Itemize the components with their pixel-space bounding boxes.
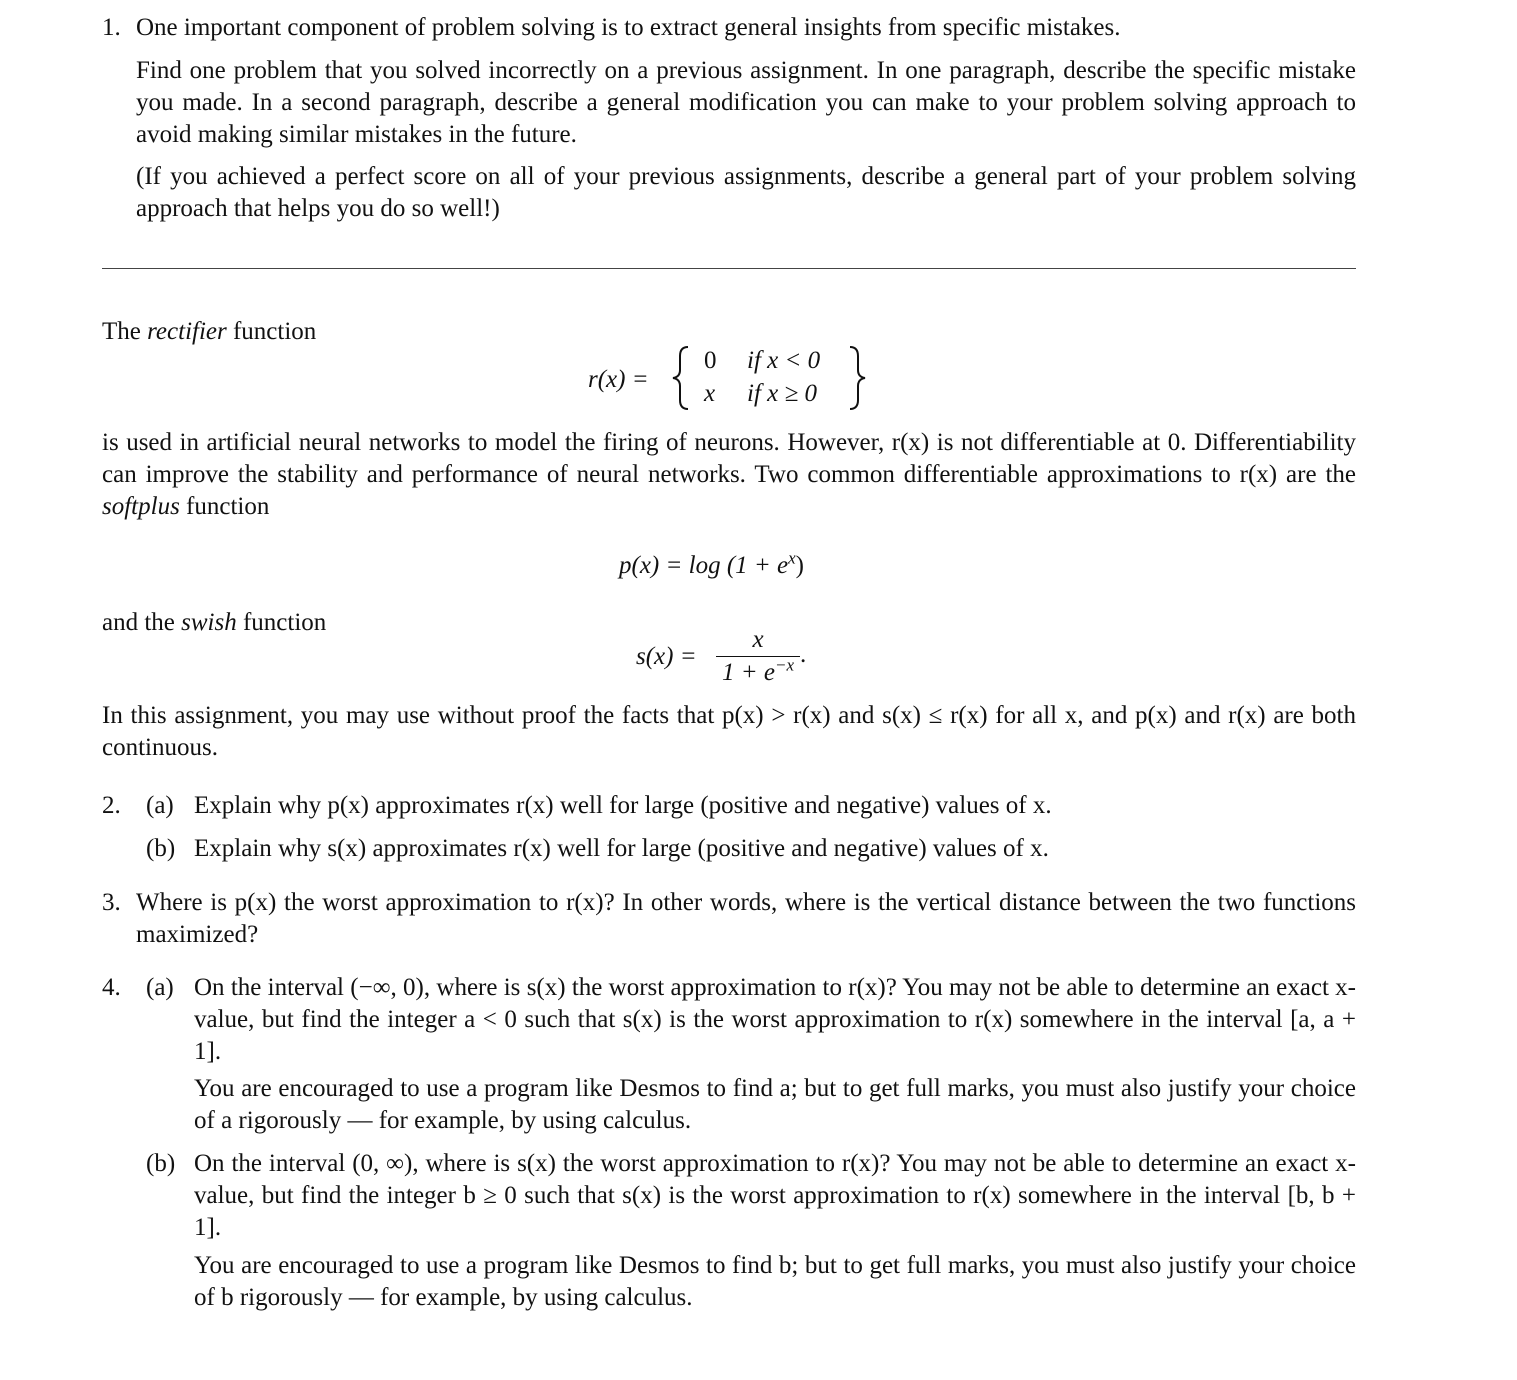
intro-function-word: function <box>232 318 317 345</box>
q2a-label: (a) <box>146 792 174 819</box>
swish-fraction <box>716 624 806 689</box>
q1-paragraph-2: (If you achieved a perfect score on all of your previous assignments, describe a general part of your problem solving approach that helps you do so well!) <box>136 163 1356 222</box>
softplus-close-paren: ) <box>795 552 804 579</box>
q1-number: 1. <box>102 14 121 41</box>
facts-paragraph: In this assignment, you may use without proof the facts that p(x) > r(x) and s(x) ≤ r(x) for all x, and p(x) and r(x) are both continuous. <box>102 702 1356 761</box>
section-divider <box>102 268 1356 269</box>
q4b-label: (b) <box>146 1150 176 1177</box>
q4a-label: (a) <box>146 974 174 1001</box>
q3-number: 3. <box>102 889 121 916</box>
case-1-condition: if x < 0 <box>747 347 821 374</box>
r-lhs: r(x) = <box>588 366 649 393</box>
term-rectifier: rectifier <box>147 318 227 345</box>
softplus-exponent: x <box>788 548 796 568</box>
intro-function-word-2: function <box>186 493 270 520</box>
q2a-text: Explain why p(x) approximates r(x) well for large (positive and negative) values of x. <box>194 792 1052 819</box>
intro-paragraph: is used in artificial neural networks to model the firing of neurons. However, r(x) is not differentiable at 0. Differentiability can improve the stability and performance of neural networks. Two common differentiable approximations to r(x) are the <box>102 429 1356 488</box>
case-2-value: x <box>704 380 716 407</box>
softplus-intro <box>102 427 1356 523</box>
q4a-text: On the interval (−∞, 0), where is s(x) the worst approximation to r(x)? You may not be able to determine an exact x-value, but find the integer a < 0 such that s(x) is the worst approximation to r(x) somewhere in the interval [a, a + 1]. <box>194 974 1356 1065</box>
q1-intro-line: One important component of problem solving is to extract general insights from specific mistakes. <box>136 14 1121 41</box>
swish-period: . <box>800 641 807 669</box>
swish-lhs: s(x) = <box>636 643 697 670</box>
intro-function-word-3: function <box>242 609 327 636</box>
left-brace-icon <box>670 344 694 412</box>
swish-numerator: x <box>752 626 764 653</box>
intro-the: The <box>102 318 141 345</box>
q2b-label: (b) <box>146 835 176 862</box>
q4-number: 4. <box>102 974 121 1001</box>
q1-paragraph-1: Find one problem that you solved incorrectly on a previous assignment. In one paragraph, describe the specific mistake you made. In a second paragraph, describe a general modification you can make to your problem solving approach to avoid making similar mistakes in the future. <box>136 57 1356 148</box>
case-2-condition: if x ≥ 0 <box>747 380 817 407</box>
q4b-note: You are encouraged to use a program like Desmos to find b; but to get full marks, you must also justify your choice of b rigorously — for example, by using calculus. <box>194 1252 1356 1311</box>
softplus-equation <box>619 550 804 582</box>
swish-denominator-exponent: −x <box>774 655 794 675</box>
softplus-formula: p(x) = log (1 + e <box>619 552 789 579</box>
intro-and-the: and the <box>102 609 175 636</box>
swish-denominator: 1 + e <box>722 659 775 686</box>
q3-text: Where is p(x) the worst approximation to r(x)? In other words, where is the vertical distance between the two functions maximized? <box>136 889 1356 948</box>
q2b-text: Explain why s(x) approximates r(x) well for large (positive and negative) values of x. <box>194 835 1049 862</box>
case-1-value: 0 <box>704 347 717 374</box>
q2-number: 2. <box>102 792 121 819</box>
right-brace-icon <box>844 344 868 412</box>
rectifier-intro <box>102 316 1356 348</box>
q4a-note: You are encouraged to use a program like Desmos to find a; but to get full marks, you must also justify your choice of a rigorously — for example, by using calculus. <box>194 1075 1356 1134</box>
term-swish: swish <box>181 609 237 636</box>
q4b-text: On the interval (0, ∞), where is s(x) the worst approximation to r(x)? You may not be able to determine an exact x-value, but find the integer b ≥ 0 such that s(x) is the worst approximation to r(x) somewhere in the interval [b, b + 1]. <box>194 1150 1356 1241</box>
term-softplus: softplus <box>102 493 180 520</box>
